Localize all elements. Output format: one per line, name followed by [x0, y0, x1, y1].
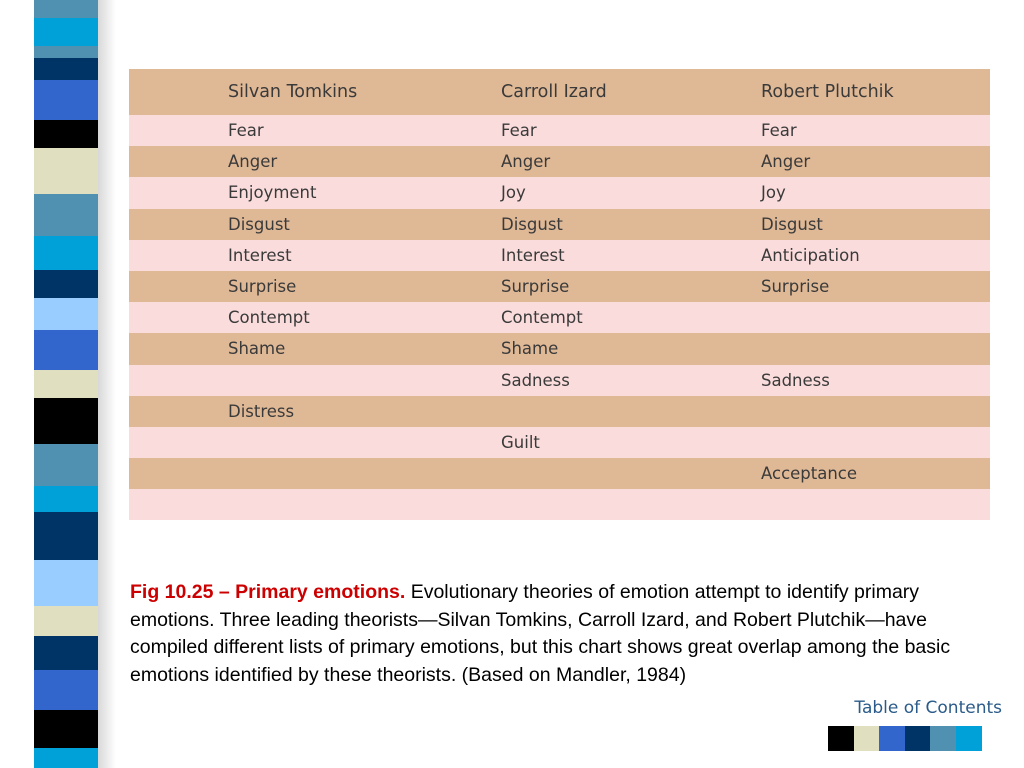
table-cell: [761, 427, 990, 458]
stripe-block: [34, 148, 98, 194]
table-cell: Distress: [228, 401, 295, 421]
caption-text: Evolutionary theories of emotion attempt to identify primary emotions. Three leading theorists—Silvan Tomkins, Carroll Izard, and Robert Plutchik—have compiled different lists of primary emotions, but this chart shows great overlap among the basic emotions identified by these theorists. (Based on Mandler, 1984): [130, 581, 951, 686]
header-tomkins: Silvan Tomkins: [228, 82, 358, 102]
table-row: [129, 240, 990, 271]
table-cell: Disgust: [228, 214, 290, 234]
table-cell: [761, 396, 990, 427]
table-cell: [129, 365, 501, 396]
decorative-stripe: [34, 0, 98, 768]
table-row: [129, 333, 990, 364]
stripe-block: [34, 370, 98, 398]
table-cell: [761, 302, 990, 333]
nav-square-teal[interactable]: [930, 726, 956, 751]
stripe-block: [34, 18, 98, 46]
table-row: [129, 427, 990, 458]
table-row: [129, 489, 990, 520]
stripe-block: [34, 330, 98, 370]
table-row: [129, 365, 990, 396]
stripe-block: [34, 0, 98, 18]
table-cell: Shame: [501, 339, 559, 359]
nav-square-blue[interactable]: [879, 726, 905, 751]
table-row: [129, 458, 990, 489]
stripe-block: [34, 58, 98, 80]
stripe-block: [34, 398, 98, 444]
stripe-block: [34, 560, 98, 606]
stripe-block: [34, 748, 98, 768]
table-header-row: [129, 69, 990, 115]
stripe-block: [34, 80, 98, 120]
nav-square-navy[interactable]: [905, 726, 931, 751]
table-row: [129, 302, 990, 333]
table-cell: Joy: [501, 183, 526, 203]
table-cell: Contempt: [501, 308, 583, 328]
header-plutchik: Robert Plutchik: [761, 82, 894, 102]
stripe-block: [34, 606, 98, 636]
table-cell: Anger: [501, 152, 551, 172]
stripe-block: [34, 486, 98, 512]
table-cell: Anger: [228, 152, 278, 172]
table-of-contents-link[interactable]: Table of Contents: [854, 698, 1002, 718]
stripe-block: [34, 636, 98, 670]
stripe-block: [34, 46, 98, 58]
table-row: [129, 177, 990, 208]
stripe-block: [34, 444, 98, 486]
table-row: [129, 271, 990, 302]
table-cell: Interest: [501, 245, 565, 265]
header-izard: Carroll Izard: [501, 82, 607, 102]
table-cell: Surprise: [501, 277, 570, 297]
table-cell: [501, 489, 761, 520]
table-cell: Anticipation: [761, 245, 860, 265]
table-cell: Enjoyment: [228, 183, 317, 203]
table-cell: Disgust: [761, 214, 823, 234]
table-cell: Fear: [228, 121, 264, 141]
nav-square-black[interactable]: [828, 726, 854, 751]
stripe-block: [34, 710, 98, 748]
table-row: [129, 146, 990, 177]
stripe-shadow: [98, 0, 116, 768]
table-cell: Joy: [761, 183, 786, 203]
table-cell: Fear: [501, 121, 537, 141]
stripe-block: [34, 120, 98, 148]
table-cell: Guilt: [501, 432, 540, 452]
stripe-block: [34, 270, 98, 298]
nav-squares: [828, 726, 982, 751]
table-cell: Shame: [228, 339, 286, 359]
nav-square-cyan[interactable]: [956, 726, 982, 751]
nav-square-cream[interactable]: [854, 726, 880, 751]
table-cell: Surprise: [228, 277, 297, 297]
table-cell: Sadness: [761, 370, 830, 390]
table-cell: Sadness: [501, 370, 570, 390]
stripe-block: [34, 670, 98, 710]
stripe-block: [34, 236, 98, 270]
table-cell: Fear: [761, 121, 797, 141]
table-row: [129, 115, 990, 146]
table-cell: Acceptance: [761, 464, 858, 484]
stripe-block: [34, 194, 98, 236]
table-cell: [129, 427, 501, 458]
table-cell: Interest: [228, 245, 292, 265]
figure-caption: [130, 579, 990, 689]
table-cell: Surprise: [761, 277, 830, 297]
primary-emotions-table: [129, 69, 990, 520]
table-cell: [129, 489, 501, 520]
table-row: [129, 396, 990, 427]
table-cell: [501, 396, 761, 427]
table-cell: [761, 489, 990, 520]
table-cell: Disgust: [501, 214, 563, 234]
stripe-block: [34, 512, 98, 560]
caption-label: Fig 10.25 – Primary emotions.: [130, 581, 406, 603]
table-cell: [501, 458, 761, 489]
stripe-block: [34, 298, 98, 330]
table-cell: [761, 333, 990, 364]
table-cell: [129, 458, 501, 489]
table-cell: Contempt: [228, 308, 310, 328]
table-row: [129, 209, 990, 240]
table-cell: Anger: [761, 152, 811, 172]
